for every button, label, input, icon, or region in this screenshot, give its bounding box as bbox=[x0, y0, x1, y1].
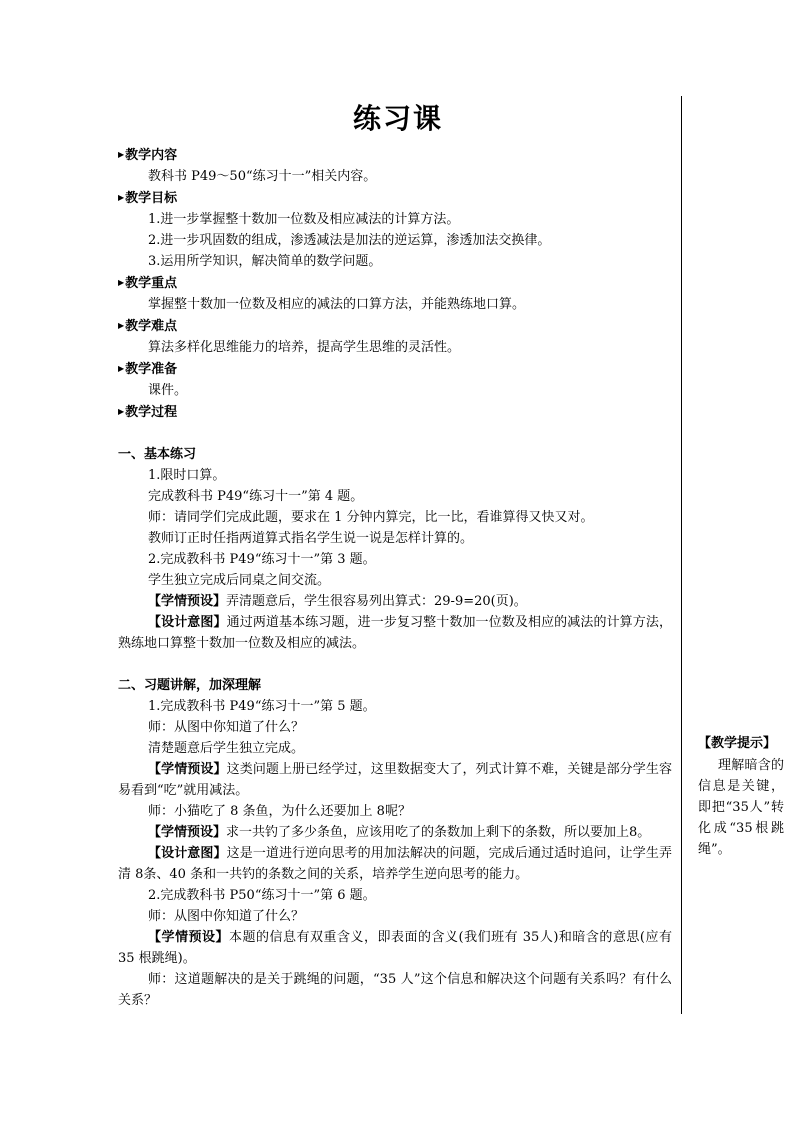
part1-design-note: 【设计意图】通过两道基本练习题，进一步复习整十数加一位数及相应的减法的计算方法，熟练地口算整十数加一位数及相应的减法。 bbox=[118, 615, 672, 651]
goal-item: 1.进一步掌握整十数加一位数及相应减法的计算方法。 bbox=[148, 212, 460, 227]
teaching-tip-sidebar bbox=[698, 733, 784, 860]
triangle-bullet-icon: ▶ bbox=[118, 192, 125, 202]
part2-situation-note: 【学情预设】求一共钓了多少条鱼，应该用吃了的条数加上剩下的条数，所以要加上8。 bbox=[148, 825, 651, 840]
section-heading-difficulty: ▶教学难点 bbox=[118, 319, 178, 334]
goal-item: 3.运用所学知识，解决简单的数学问题。 bbox=[148, 254, 382, 269]
part2-design-note: 【设计意图】这是一道进行逆向思考的用加法解决的问题，完成后通过适时追问，让学生弄清 8条、40 条和一共钓的条数之间的关系，培养学生逆向思考的能力。 bbox=[118, 846, 672, 882]
teaching-tip-heading: 【教学提示】 bbox=[698, 736, 777, 751]
margin-divider-line bbox=[681, 96, 682, 1014]
section-heading-key: ▶教学重点 bbox=[118, 276, 178, 291]
part1-heading: 一、基本练习 bbox=[118, 447, 197, 462]
triangle-bullet-icon: ▶ bbox=[118, 277, 125, 287]
part2-situation-note: 【学情预设】这类问题上册已经学过，这里数据变大了，列式计算不难，关键是部分学生容易看到“吃”就用减法。 bbox=[118, 762, 672, 798]
section-heading-prep: ▶教学准备 bbox=[118, 362, 178, 377]
main-column bbox=[118, 98, 678, 1011]
part1-line: 师：请同学们完成此题，要求在 1 分钟内算完，比一比，看谁算得又快又对。 bbox=[148, 510, 594, 525]
part2-line: 师：从图中你知道了什么？ bbox=[148, 909, 305, 924]
page-title: 练习课 bbox=[352, 102, 443, 135]
section-heading-process: ▶教学过程 bbox=[118, 405, 178, 420]
part1-line: 2.完成教科书 P49“练习十一”第 3 题。 bbox=[148, 552, 376, 567]
content-text: 教科书 P49～50“练习十一”相关内容。 bbox=[148, 169, 377, 184]
prep-text: 课件。 bbox=[148, 383, 188, 398]
triangle-bullet-icon: ▶ bbox=[118, 320, 125, 330]
difficulty-text: 算法多样化思维能力的培养，提高学生思维的灵活性。 bbox=[148, 340, 461, 355]
teaching-tip-text: 理解暗含的信息是关键，即把“35人”转化成“35根跳绳”。 bbox=[698, 758, 784, 857]
part2-line: 1.完成教科书 P49“练习十一”第 5 题。 bbox=[148, 699, 376, 714]
part1-line: 完成教科书 P49“练习十一”第 4 题。 bbox=[148, 489, 364, 504]
part2-line: 2.完成教科书 P50“练习十一”第 6 题。 bbox=[148, 888, 376, 903]
part2-line: 师：小猫吃了 8 条鱼，为什么还要加上 8呢？ bbox=[148, 804, 411, 819]
part2-teacher-question: 师：这道题解决的是关于跳绳的问题，“35 人”这个信息和解决这个问题有关系吗？有什么关系？ bbox=[118, 972, 672, 1008]
part2-situation-note: 【学情预设】本题的信息有双重含义，即表面的含义(我们班有 35人)和暗含的意思(应有 35 根跳绳)。 bbox=[118, 930, 672, 966]
part1-line: 学生独立完成后同桌之间交流。 bbox=[148, 573, 331, 588]
triangle-bullet-icon: ▶ bbox=[118, 406, 125, 416]
part1-line: 教师订正时任指两道算式指名学生说一说是怎样计算的。 bbox=[148, 531, 474, 546]
section-heading-goals: ▶教学目标 bbox=[118, 191, 178, 206]
section-heading-content: ▶教学内容 bbox=[118, 148, 178, 163]
triangle-bullet-icon: ▶ bbox=[118, 363, 125, 373]
part2-line: 师：从图中你知道了什么？ bbox=[148, 720, 305, 735]
goal-item: 2.进一步巩固数的组成，渗透减法是加法的逆运算，渗透加法交换律。 bbox=[148, 233, 551, 248]
part1-situation-note: 【学情预设】弄清题意后，学生很容易列出算式：29-9=20(页)。 bbox=[148, 594, 527, 609]
part1-line: 1.限时口算。 bbox=[148, 468, 226, 483]
key-text: 掌握整十数加一位数及相应的减法的口算方法，并能熟练地口算。 bbox=[148, 297, 526, 312]
triangle-bullet-icon: ▶ bbox=[118, 149, 125, 159]
part2-heading: 二、习题讲解，加深理解 bbox=[118, 678, 262, 693]
part2-line: 清楚题意后学生独立完成。 bbox=[148, 741, 305, 756]
